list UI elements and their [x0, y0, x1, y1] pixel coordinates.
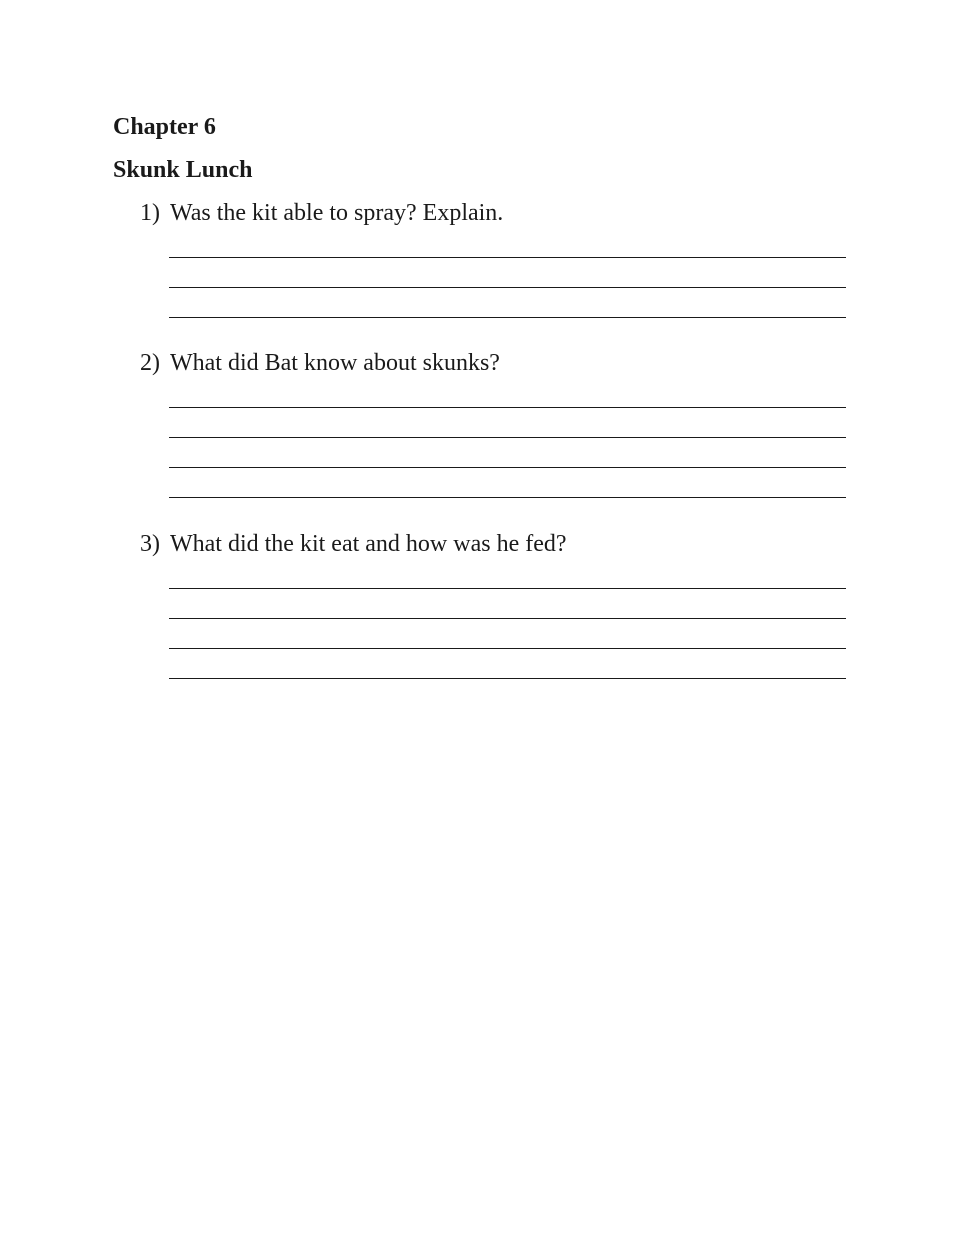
question-text: What did the kit eat and how was he fed?	[170, 531, 567, 557]
answer-line[interactable]	[169, 258, 846, 288]
question-number: 3)	[140, 531, 160, 557]
question-text: Was the kit able to spray? Explain.	[170, 200, 504, 226]
question-number: 2)	[140, 350, 160, 376]
question-text: What did Bat know about skunks?	[170, 350, 500, 376]
answer-line[interactable]	[169, 408, 846, 438]
answer-area[interactable]	[169, 559, 846, 679]
answer-line[interactable]	[169, 228, 846, 258]
answer-line[interactable]	[169, 378, 846, 408]
question-2	[140, 348, 850, 498]
answer-line[interactable]	[169, 468, 846, 498]
answer-line[interactable]	[169, 288, 846, 318]
question-number: 1)	[140, 200, 160, 226]
answer-line[interactable]	[169, 649, 846, 679]
answer-line[interactable]	[169, 438, 846, 468]
answer-area[interactable]	[169, 378, 846, 498]
chapter-title: Skunk Lunch	[113, 157, 253, 183]
answer-line[interactable]	[169, 619, 846, 649]
answer-line[interactable]	[169, 559, 846, 589]
question-3	[140, 529, 850, 679]
answer-area[interactable]	[169, 228, 846, 318]
question-1	[140, 198, 850, 318]
chapter-heading: Chapter 6	[113, 114, 216, 140]
answer-line[interactable]	[169, 589, 846, 619]
